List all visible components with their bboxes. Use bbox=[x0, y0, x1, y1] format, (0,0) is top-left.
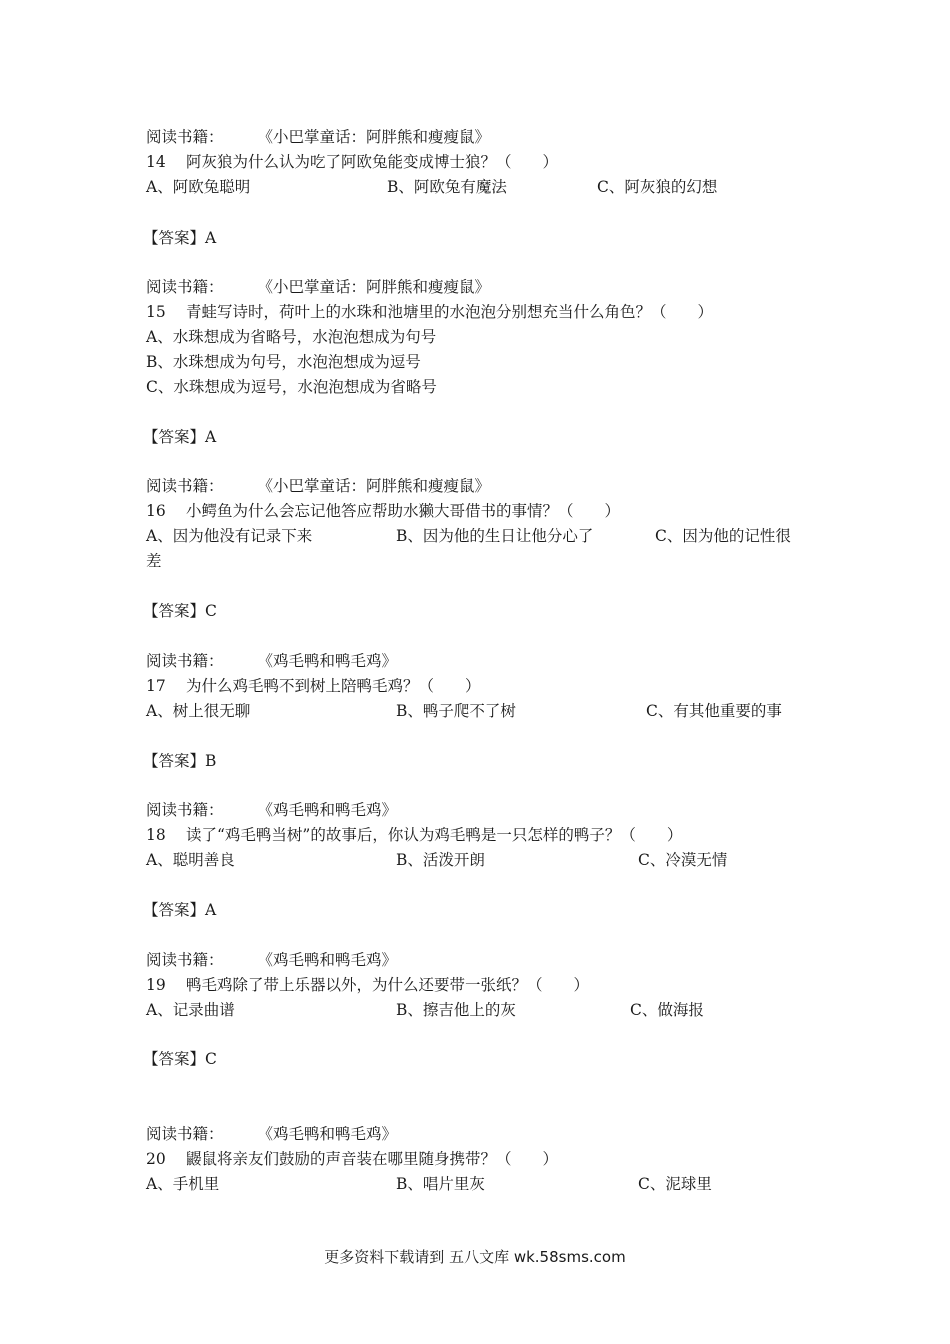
question-text: 小鳄鱼为什么会忘记他答应帮助水獭大哥借书的事情？（ ） bbox=[186, 502, 621, 520]
book-title: 《小巴掌童话：阿胖熊和瘦瘦鼠》 bbox=[257, 278, 491, 296]
answer: 【答案】A bbox=[143, 428, 217, 446]
question-15 bbox=[146, 302, 713, 322]
book-title: 《小巴掌童话：阿胖熊和瘦瘦鼠》 bbox=[257, 128, 491, 146]
question-19 bbox=[146, 975, 589, 995]
book-source bbox=[146, 800, 397, 820]
book-title: 《鸡毛鸭和鸭毛鸡》 bbox=[257, 951, 398, 969]
answer: 【答案】B bbox=[143, 752, 217, 770]
option-c: C、因为他的记性很 bbox=[655, 527, 791, 545]
option-a: A、树上很无聊 bbox=[146, 702, 251, 720]
answer: 【答案】C bbox=[143, 1050, 217, 1068]
book-source bbox=[146, 651, 397, 671]
book-title: 《鸡毛鸭和鸭毛鸡》 bbox=[257, 801, 398, 819]
question-text: 鸭毛鸡除了带上乐器以外，为什么还要带一张纸？（ ） bbox=[186, 976, 590, 994]
book-label: 阅读书籍： bbox=[146, 477, 224, 495]
question-14 bbox=[146, 152, 558, 172]
option-b: B、阿欧兔有魔法 bbox=[387, 178, 507, 196]
book-label: 阅读书籍： bbox=[146, 801, 224, 819]
book-label: 阅读书籍： bbox=[146, 278, 224, 296]
question-number: 16 bbox=[146, 502, 166, 520]
book-title: 《鸡毛鸭和鸭毛鸡》 bbox=[257, 1125, 398, 1143]
footer-link[interactable]: 更多资料下载请到 五八文库 wk.58sms.com bbox=[324, 1248, 626, 1266]
book-label: 阅读书籍： bbox=[146, 128, 224, 146]
option-b: B、鸭子爬不了树 bbox=[396, 702, 516, 720]
question-text: 读了“鸡毛鸭当树”的故事后，你认为鸡毛鸭是一只怎样的鸭子？（ ） bbox=[186, 826, 683, 844]
question-text: 鼹鼠将亲友们鼓励的声音装在哪里随身携带？（ ） bbox=[186, 1150, 559, 1168]
option-b: B、活泼开朗 bbox=[396, 851, 485, 869]
answer: 【答案】A bbox=[143, 901, 217, 919]
option-b: B、水珠想成为句号，水泡泡想成为逗号 bbox=[146, 353, 421, 371]
book-title: 《小巴掌童话：阿胖熊和瘦瘦鼠》 bbox=[257, 477, 491, 495]
question-20 bbox=[146, 1149, 558, 1169]
question-number: 20 bbox=[146, 1150, 166, 1168]
book-title: 《鸡毛鸭和鸭毛鸡》 bbox=[257, 652, 398, 670]
option-c-continued: 差 bbox=[146, 552, 162, 570]
question-16 bbox=[146, 501, 620, 521]
option-b: B、擦吉他上的灰 bbox=[396, 1001, 516, 1019]
question-18 bbox=[146, 825, 682, 845]
book-source bbox=[146, 1124, 397, 1144]
option-c: C、有其他重要的事 bbox=[646, 702, 782, 720]
answer: 【答案】C bbox=[143, 602, 217, 620]
question-17 bbox=[146, 676, 481, 696]
book-source bbox=[146, 277, 490, 297]
book-source bbox=[146, 476, 490, 496]
option-c: C、冷漠无情 bbox=[638, 851, 728, 869]
book-source bbox=[146, 127, 490, 147]
question-text: 阿灰狼为什么认为吃了阿欧兔能变成博士狼？（ ） bbox=[186, 153, 559, 171]
option-a: A、因为他没有记录下来 bbox=[146, 527, 313, 545]
option-a: A、聪明善良 bbox=[146, 851, 235, 869]
question-number: 14 bbox=[146, 153, 166, 171]
question-text: 青蛙写诗时，荷叶上的水珠和池塘里的水泡泡分别想充当什么角色？（ ） bbox=[186, 303, 714, 321]
question-number: 15 bbox=[146, 303, 166, 321]
option-b: B、因为他的生日让他分心了 bbox=[396, 527, 594, 545]
question-number: 19 bbox=[146, 976, 166, 994]
option-c: C、阿灰狼的幻想 bbox=[597, 178, 718, 196]
book-label: 阅读书籍： bbox=[146, 652, 224, 670]
option-c: C、水珠想成为逗号，水泡泡想成为省略号 bbox=[146, 378, 437, 396]
answer: 【答案】A bbox=[143, 229, 217, 247]
option-a: A、水珠想成为省略号，水泡泡想成为句号 bbox=[146, 328, 437, 346]
option-a: A、阿欧兔聪明 bbox=[146, 178, 251, 196]
option-b: B、唱片里灰 bbox=[396, 1175, 485, 1193]
question-number: 17 bbox=[146, 677, 166, 695]
option-a: A、手机里 bbox=[146, 1175, 220, 1193]
book-label: 阅读书籍： bbox=[146, 951, 224, 969]
option-a: A、记录曲谱 bbox=[146, 1001, 235, 1019]
option-c: C、做海报 bbox=[630, 1001, 704, 1019]
book-source bbox=[146, 950, 397, 970]
question-number: 18 bbox=[146, 826, 166, 844]
question-text: 为什么鸡毛鸭不到树上陪鸭毛鸡？（ ） bbox=[186, 677, 481, 695]
option-c: C、泥球里 bbox=[638, 1175, 712, 1193]
book-label: 阅读书籍： bbox=[146, 1125, 224, 1143]
